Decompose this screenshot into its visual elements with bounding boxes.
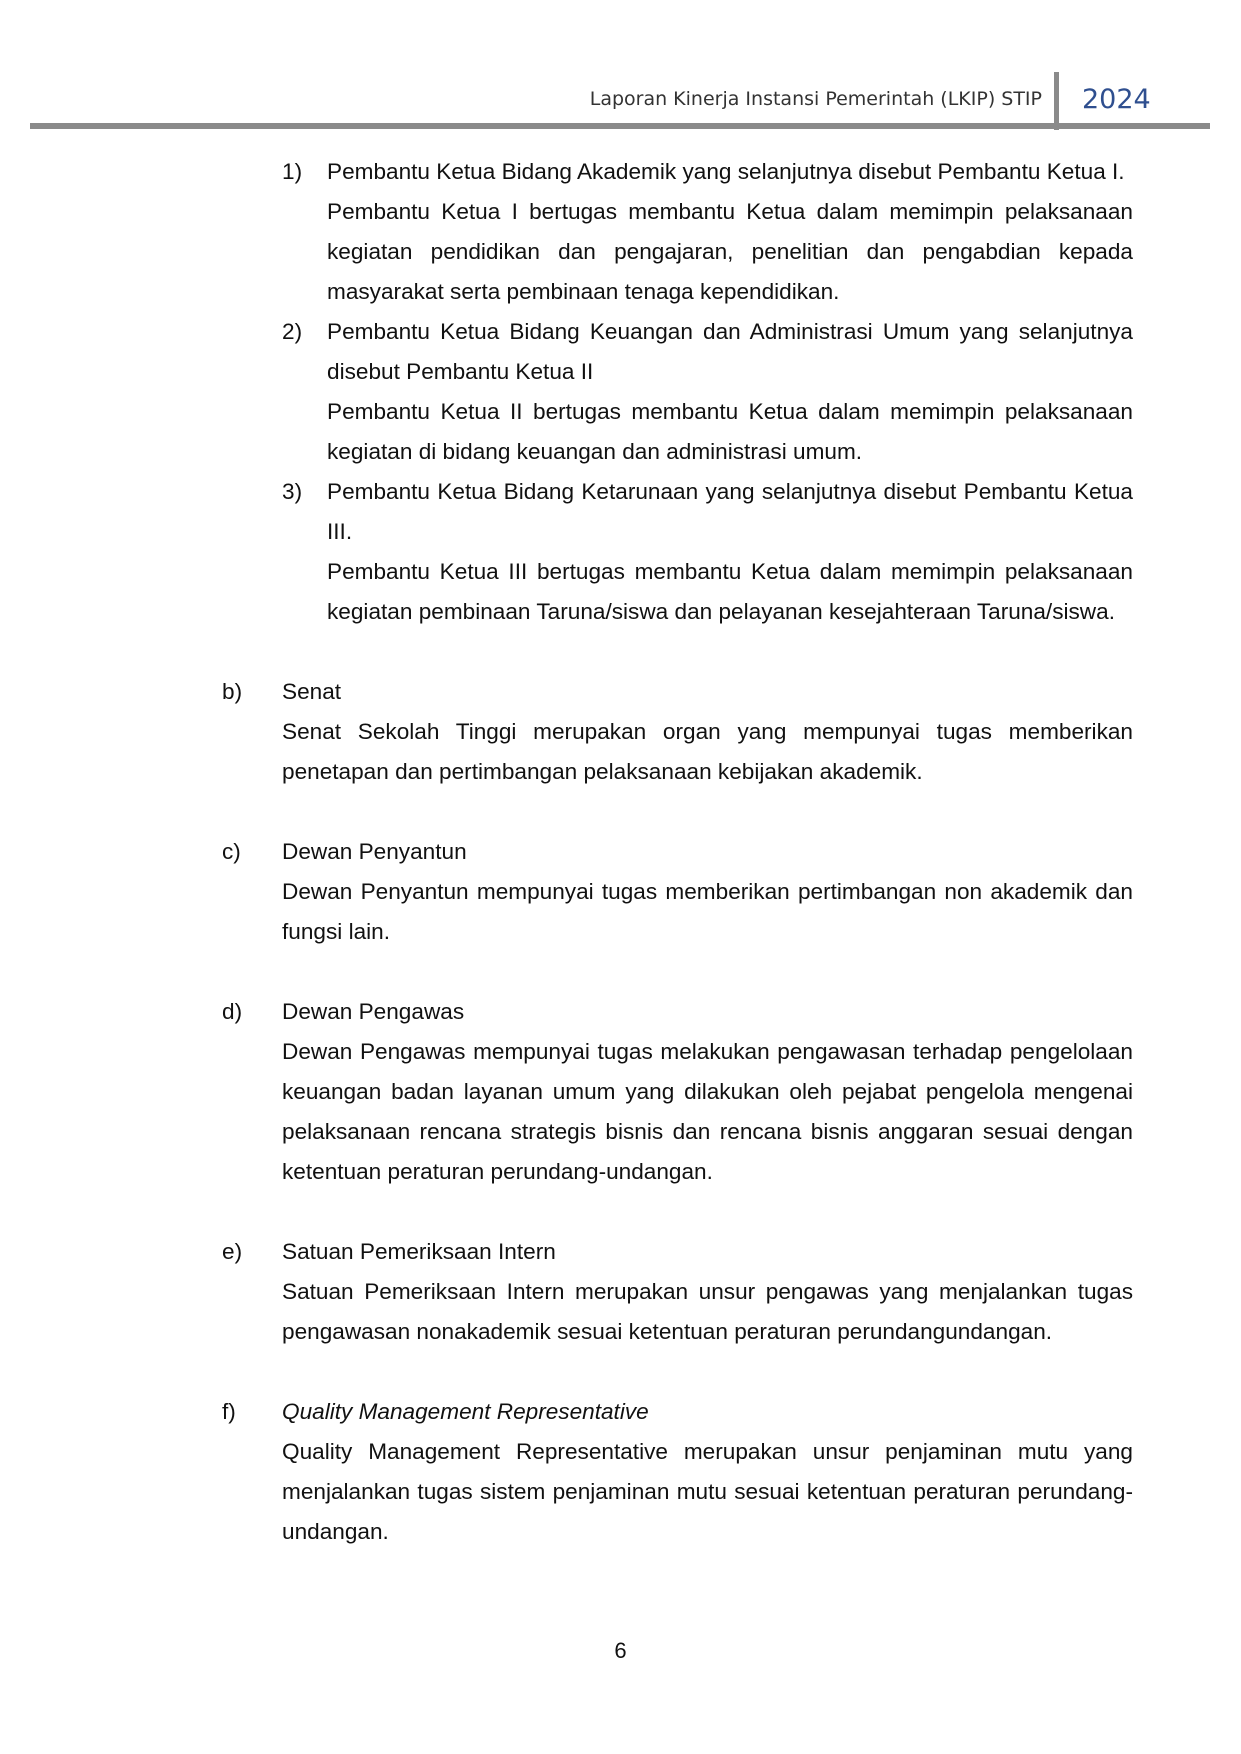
item-heading: Pembantu Ketua Bidang Ketarunaan yang selanjutnya disebut Pembantu Ketua III. xyxy=(327,479,1133,544)
spacer xyxy=(0,632,1241,672)
section-letter: f) xyxy=(222,1399,236,1424)
section-item xyxy=(0,992,1133,1192)
page-header xyxy=(30,72,1210,130)
section-heading: Satuan Pemeriksaan Intern xyxy=(282,1239,556,1264)
header-divider xyxy=(1054,72,1059,130)
section-body: Quality Management Representative merupakan unsur penjaminan mutu yang menjalankan tugas sistem penjaminan mutu sesuai ketentuan peraturan perundang-undangan. xyxy=(282,1439,1133,1544)
section-body: Dewan Pengawas mempunyai tugas melakukan pengawasan terhadap pengelolaan keuangan badan layanan umum yang dilakukan oleh pejabat pengelola mengenai pelaksanaan rencana strategis bisnis dan rencana bisnis anggaran sesuai dengan ketentuan peraturan perundang-undangan. xyxy=(282,1039,1133,1184)
section-heading: Dewan Penyantun xyxy=(282,839,467,864)
numbered-item xyxy=(0,152,1133,312)
item-body: Pembantu Ketua III bertugas membantu Ketua dalam memimpin pelaksanaan kegiatan pembinaan Taruna/siswa dan pelayanan kesejahteraan Taruna/siswa. xyxy=(327,559,1133,624)
spacer xyxy=(0,1192,1241,1232)
item-number: 2) xyxy=(282,319,303,344)
section-item xyxy=(0,1392,1133,1552)
numbered-item xyxy=(0,312,1133,472)
section-item xyxy=(0,672,1133,792)
header-title: Laporan Kinerja Instansi Pemerintah (LKIP) STIP xyxy=(589,88,1042,110)
section-heading: Quality Management Representative xyxy=(282,1399,649,1424)
section-letter: b) xyxy=(222,679,243,704)
item-body: Pembantu Ketua II bertugas membantu Ketua dalam memimpin pelaksanaan kegiatan di bidang keuangan dan administrasi umum. xyxy=(327,399,1133,464)
spacer xyxy=(0,1352,1241,1392)
page-content xyxy=(0,152,1241,1552)
section-heading: Senat xyxy=(282,679,342,704)
numbered-item xyxy=(0,472,1133,632)
section-letter: d) xyxy=(222,999,243,1024)
item-body: Pembantu Ketua I bertugas membantu Ketua dalam memimpin pelaksanaan kegiatan pendidikan dan pengajaran, penelitian dan pengabdian kepada masyarakat serta pembinaan tenaga kependidikan. xyxy=(327,199,1133,304)
section-item xyxy=(0,1232,1133,1352)
section-body: Dewan Penyantun mempunyai tugas memberikan pertimbangan non akademik dan fungsi lain. xyxy=(282,879,1133,944)
section-letter: c) xyxy=(222,839,241,864)
item-number: 3) xyxy=(282,479,303,504)
item-heading: Pembantu Ketua Bidang Akademik yang selanjutnya disebut Pembantu Ketua I. xyxy=(327,159,1125,184)
item-heading: Pembantu Ketua Bidang Keuangan dan Administrasi Umum yang selanjutnya disebut Pembantu Ketua II xyxy=(327,319,1133,384)
section-body: Senat Sekolah Tinggi merupakan organ yang mempunyai tugas memberikan penetapan dan pertimbangan pelaksanaan kebijakan akademik. xyxy=(282,719,1133,784)
section-item xyxy=(0,832,1133,952)
header-year: 2024 xyxy=(1082,84,1151,115)
page-number: 6 xyxy=(614,1638,627,1663)
spacer xyxy=(0,952,1241,992)
section-heading: Dewan Pengawas xyxy=(282,999,465,1024)
spacer xyxy=(0,792,1241,832)
section-letter: e) xyxy=(222,1239,243,1264)
section-body: Satuan Pemeriksaan Intern merupakan unsur pengawas yang menjalankan tugas pengawasan nonakademik sesuai ketentuan peraturan perundangundangan. xyxy=(282,1279,1133,1344)
item-number: 1) xyxy=(282,159,303,184)
header-rule xyxy=(30,123,1210,129)
